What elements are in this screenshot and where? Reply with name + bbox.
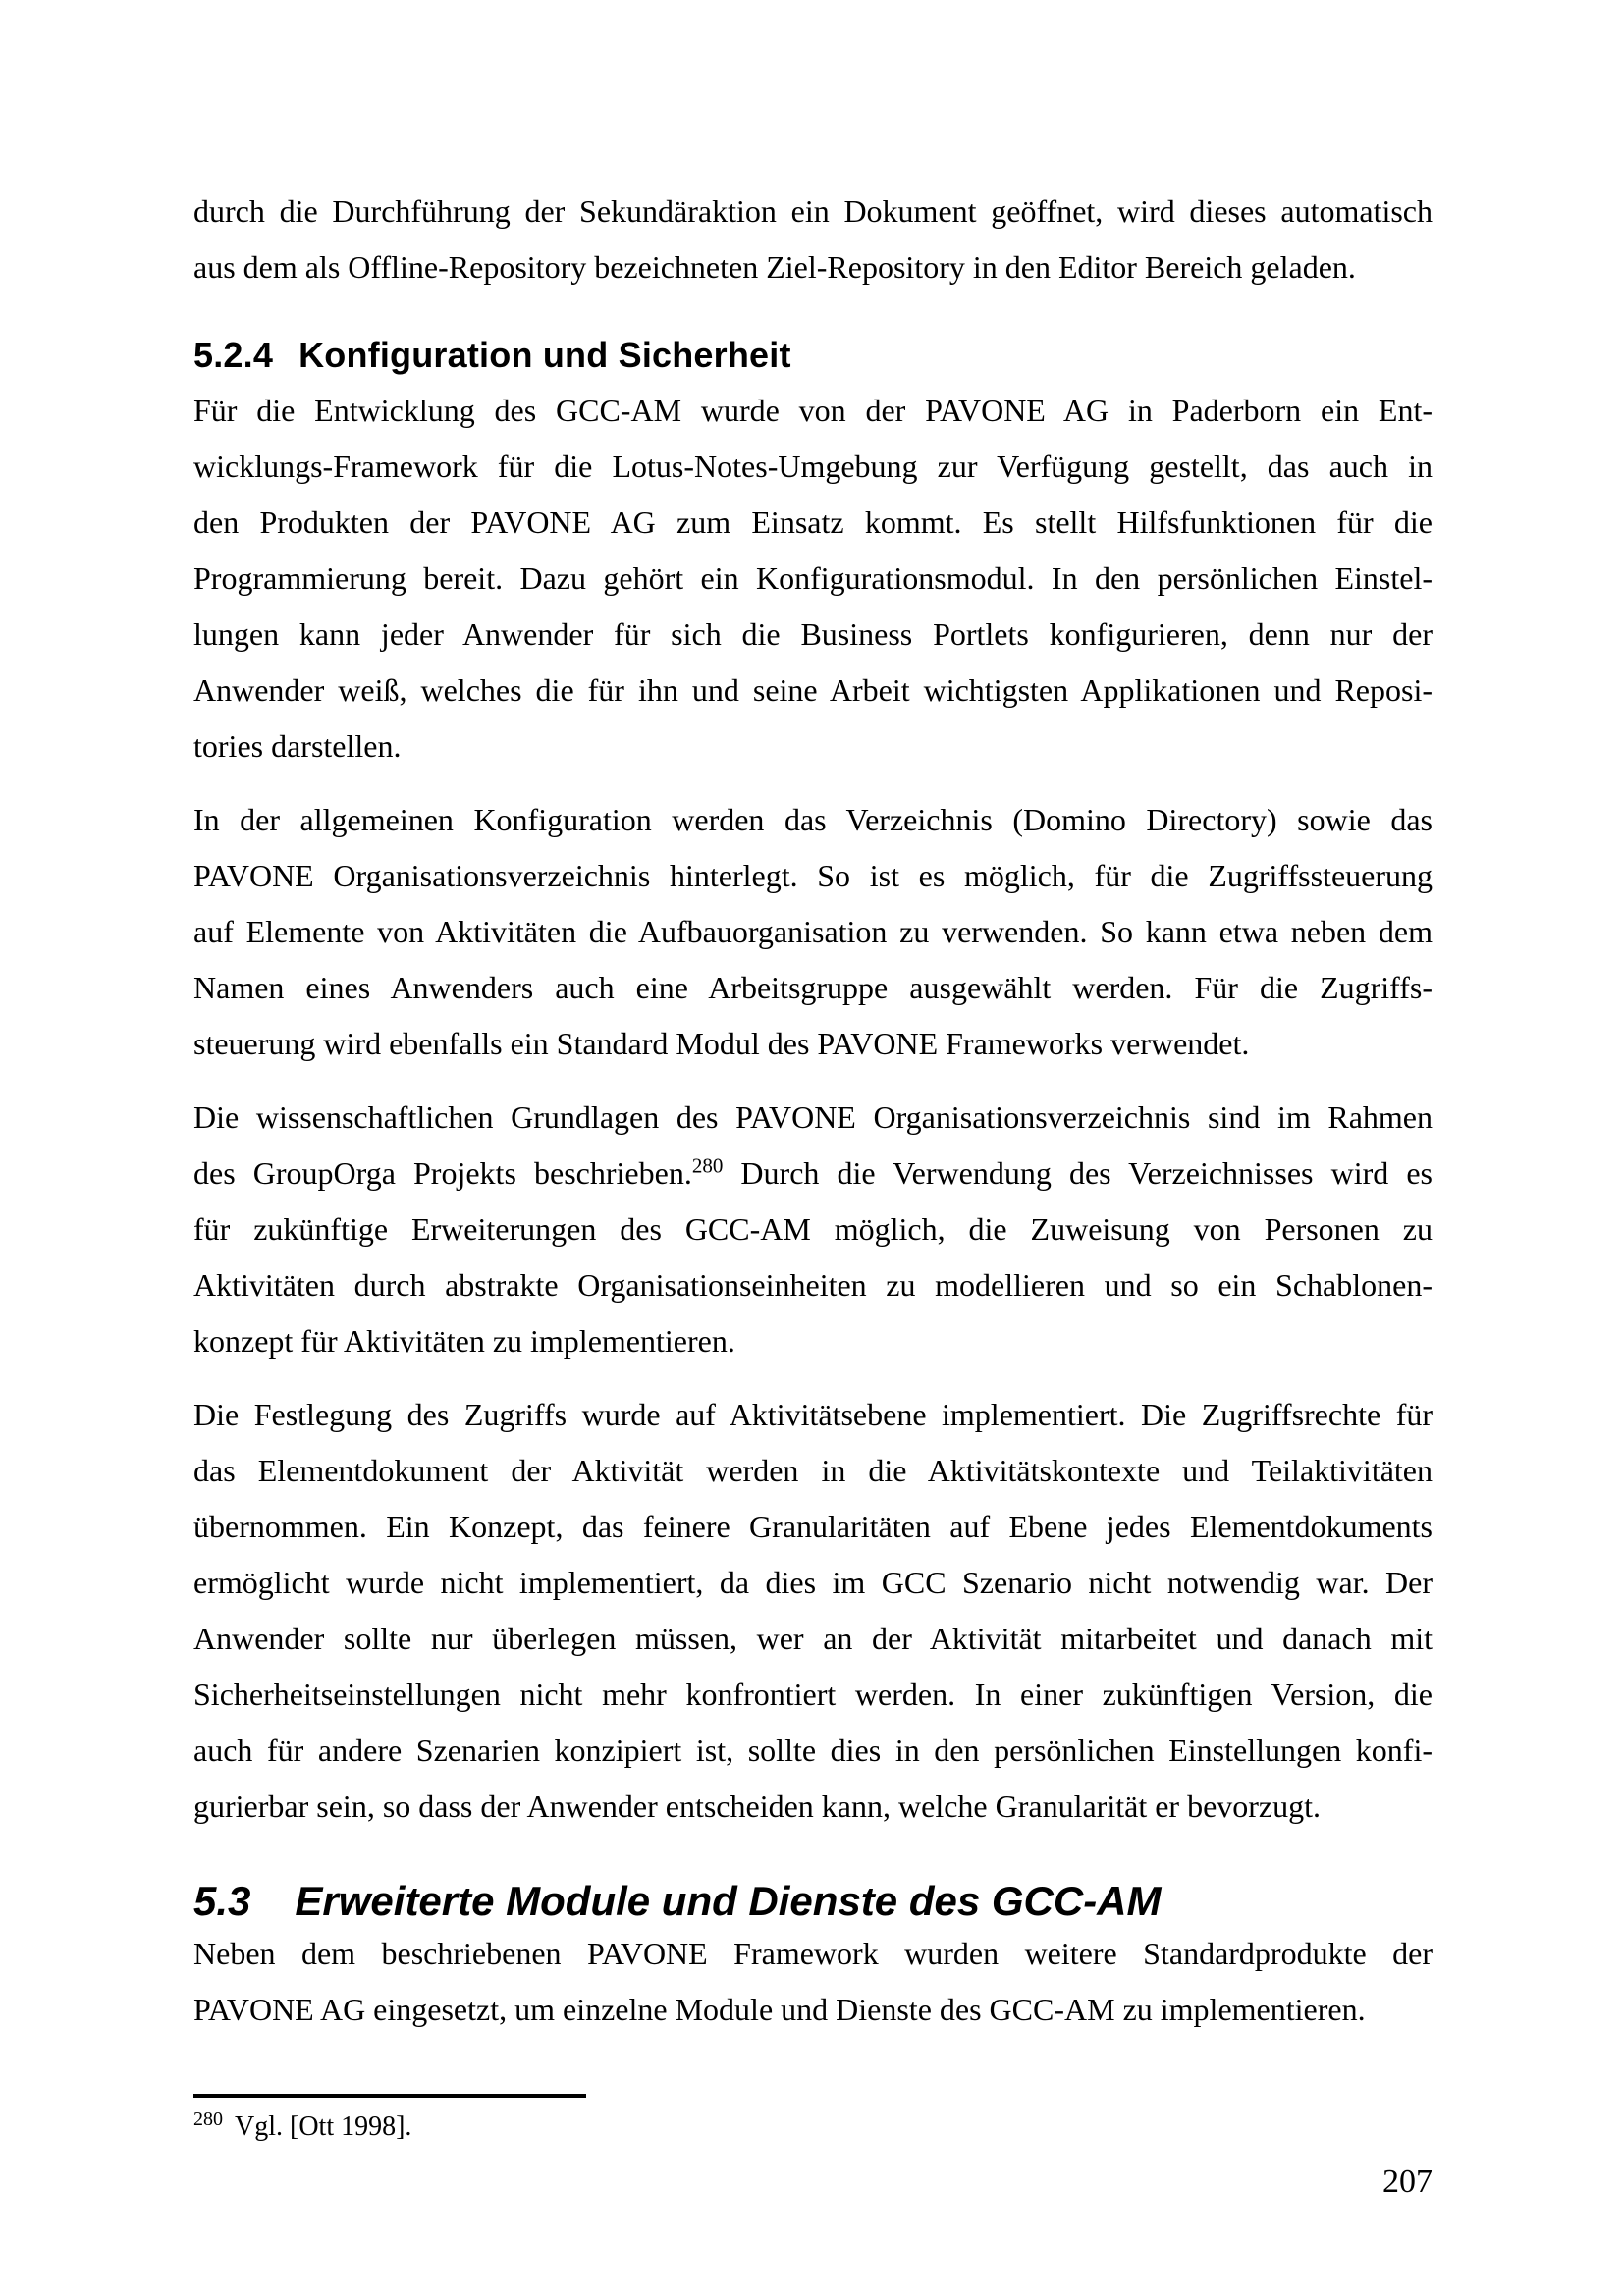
text-line: den Produkten der PAVONE AG zum Einsatz kommt. Es stellt Hilfsfunktionen für die — [193, 505, 1433, 540]
text-line: das Elementdokument der Aktivität werden in die Aktivitätskontexte und Teilaktivitäten — [193, 1453, 1433, 1488]
text-line: PAVONE AG eingesetzt, um einzelne Module und Dienste des GCC-AM zu implementieren. — [193, 1992, 1366, 2027]
page-number: 207 — [1382, 2163, 1433, 2200]
text-line: Programmierung bereit. Dazu gehört ein Konfigurationsmodul. In den persönlichen Einstel- — [193, 561, 1433, 596]
text-line: aus dem als Offline-Repository bezeichneten Ziel-Repository in den Editor Bereich geladen. — [193, 249, 1356, 285]
paragraph-intro — [193, 184, 1433, 295]
text-line: In der allgemeinen Konfiguration werden das Verzeichnis (Domino Directory) sowie das — [193, 802, 1433, 837]
text-line: steuerung wird ebenfalls ein Standard Modul des PAVONE Frameworks verwendet. — [193, 1026, 1250, 1061]
footnote-text: Vgl. [Ott 1998]. — [235, 2111, 412, 2142]
text-line: übernommen. Ein Konzept, das feinere Granularitäten auf Ebene jedes Elementdokuments — [193, 1509, 1433, 1544]
section-heading-5-3 — [193, 1877, 1433, 1926]
text-line: durch die Durchführung der Sekundäraktion ein Dokument geöffnet, wird dieses automatisch — [193, 193, 1433, 229]
text-line: des GroupOrga Projekts beschrieben.$^{280}$ Durch die Verwendung des Verzeichnisses wird es — [193, 1153, 1434, 1191]
text-line: ermöglicht wurde nicht implementiert, da dies im GCC Szenario nicht notwendig war. Der — [193, 1565, 1433, 1600]
section-heading-5-2-4 — [193, 327, 1433, 383]
text-line: lungen kann jeder Anwender für sich die Business Portlets konfigurieren, denn nur der — [193, 616, 1433, 652]
text-line: tories darstellen. — [193, 728, 402, 764]
text-line: Anwender sollte nur überlegen müssen, wer an der Aktivität mitarbeitet und danach mit — [193, 1621, 1433, 1656]
text-line: auch für andere Szenarien konzipiert ist, sollte dies in den persönlichen Einstellungen konfi- — [193, 1733, 1433, 1768]
text-line: PAVONE Organisationsverzeichnis hinterlegt. So ist es möglich, für die Zugriffssteuerung — [193, 858, 1433, 893]
text-line: wicklungs-Framework für die Lotus-Notes-Umgebung zur Verfügung gestellt, das auch in — [193, 449, 1433, 484]
text-line: Aktivitäten durch abstrakte Organisationseinheiten zu modellieren und so ein Schablonen- — [193, 1267, 1433, 1303]
paragraph-5 — [193, 1926, 1433, 2038]
section-number: 5.3 — [193, 1878, 251, 1924]
text-line: auf Elemente von Aktivitäten die Aufbauorganisation zu verwenden. So kann etwa neben dem — [193, 914, 1433, 949]
section-title: Konfiguration und Sicherheit — [298, 335, 791, 375]
paragraph-2 — [193, 792, 1433, 1072]
text-line: Neben dem beschriebenen PAVONE Framework wurden weitere Standardprodukte der — [193, 1936, 1433, 1971]
section-number: 5.2.4 — [193, 335, 274, 375]
text-line: für zukünftige Erweiterungen des GCC-AM möglich, die Zuweisung von Personen zu — [193, 1211, 1433, 1247]
text-line: Die wissenschaftlichen Grundlagen des PAVONE Organisationsverzeichnis sind im Rahmen — [193, 1099, 1433, 1135]
text-line: Anwender weiß, welches die für ihn und seine Arbeit wichtigsten Applikationen und Reposi- — [193, 672, 1433, 708]
footnote-reference: 280 — [691, 1153, 724, 1178]
footnote — [193, 2106, 1433, 2149]
paragraph-3 — [193, 1090, 1433, 1369]
text-line: Sicherheitseinstellungen nicht mehr konfrontiert werden. In einer zukünftigen Version, die — [193, 1677, 1433, 1712]
text-line: gurierbar sein, so dass der Anwender entscheiden kann, welche Granularität er bevorzugt. — [193, 1789, 1322, 1824]
footnote-marker: 280 — [193, 2108, 223, 2130]
paragraph-4 — [193, 1387, 1433, 1835]
text-line: konzept für Aktivitäten zu implementieren. — [193, 1323, 735, 1359]
text-line: Die Festlegung des Zugriffs wurde auf Aktivitätsebene implementiert. Die Zugriffsrechte für — [193, 1397, 1433, 1432]
footnote-rule — [193, 2094, 586, 2098]
text-line: Namen eines Anwenders auch eine Arbeitsgruppe ausgewählt werden. Für die Zugriffs- — [193, 970, 1433, 1005]
section-title: Erweiterte Module und Dienste des GCC-AM — [295, 1878, 1162, 1924]
text-column — [193, 0, 1433, 2204]
text-line: Für die Entwicklung des GCC-AM wurde von der PAVONE AG in Paderborn ein Ent- — [193, 393, 1433, 428]
paragraph-1 — [193, 383, 1433, 774]
